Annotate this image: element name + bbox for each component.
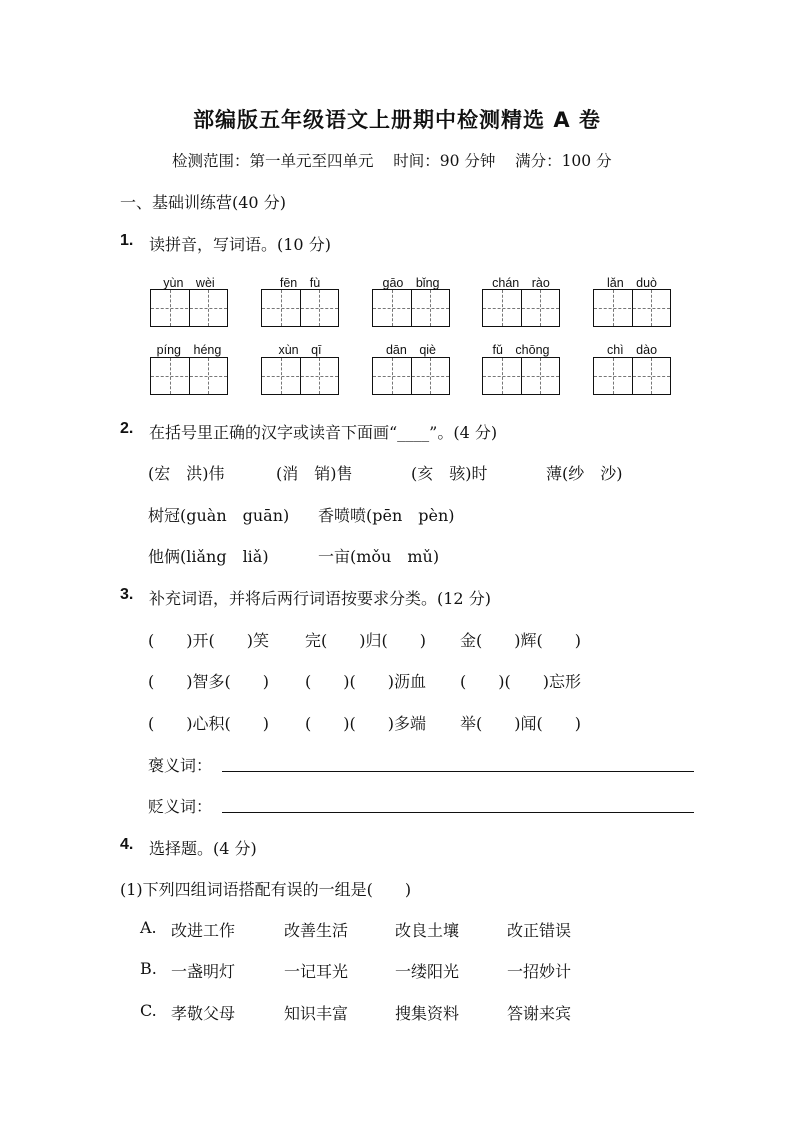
idiom-blank[interactable]: ( )( )多端 xyxy=(305,714,426,733)
positive-words-answer-line[interactable] xyxy=(222,771,694,772)
character-writing-grid[interactable] xyxy=(482,289,560,327)
character-writing-grid[interactable] xyxy=(150,289,228,327)
option-letter[interactable]: C. xyxy=(140,1001,157,1020)
choice-item[interactable]: 一亩(mǒu mǔ) xyxy=(318,547,440,566)
choice-item[interactable]: 他俩(liǎng liǎ) xyxy=(148,547,269,566)
option-item: 一招妙计 xyxy=(507,962,572,981)
negative-words-answer-line[interactable] xyxy=(222,812,694,813)
pinyin-label: dān qiè xyxy=(385,343,437,357)
question-text: 读拼音，写词语。(10 分) xyxy=(149,235,331,254)
idiom-blank[interactable]: ( )( )忘形 xyxy=(460,672,581,691)
pinyin-label: píng héng xyxy=(156,343,222,357)
choice-item[interactable]: (宏 洪)伟 xyxy=(148,464,225,483)
character-writing-grid[interactable] xyxy=(261,357,339,395)
pinyin-label: xùn qī xyxy=(278,343,322,357)
page-title: 部编版五年级语文上册期中检测精选 A 卷 xyxy=(193,108,601,132)
choice-item[interactable]: (消 销)售 xyxy=(276,464,353,483)
character-writing-grid[interactable] xyxy=(261,289,339,327)
choice-item[interactable]: 树冠(guàn guān) xyxy=(148,506,290,525)
option-item: 一记耳光 xyxy=(284,962,349,981)
pinyin-label: chán rào xyxy=(492,276,550,290)
character-writing-grid[interactable] xyxy=(593,357,671,395)
pinyin-label: yùn wèi xyxy=(163,276,215,290)
question-text: 在括号里正确的汉字或读音下面画“____”。(4 分) xyxy=(149,423,498,442)
question-text: 补充词语，并将后两行词语按要求分类。(12 分) xyxy=(149,589,491,608)
question-number: 1. xyxy=(120,232,134,249)
question-number: 3. xyxy=(120,586,134,603)
option-letter[interactable]: B. xyxy=(140,959,157,978)
option-item: 改善生活 xyxy=(284,921,349,940)
character-writing-grid[interactable] xyxy=(372,357,450,395)
positive-words-label: 褒义词： xyxy=(148,756,213,775)
pinyin-label: gāo bǐng xyxy=(382,276,440,290)
character-writing-grid[interactable] xyxy=(593,289,671,327)
pinyin-label: chì dào xyxy=(606,343,658,357)
option-item: 改良土壤 xyxy=(395,921,460,940)
idiom-blank[interactable]: ( )心积( ) xyxy=(148,714,269,733)
idiom-blank[interactable]: ( )智多( ) xyxy=(148,672,269,691)
question-number: 4. xyxy=(120,836,134,853)
choice-item[interactable]: 薄(纱 沙) xyxy=(546,464,623,483)
option-letter[interactable]: A. xyxy=(140,918,157,937)
question-number: 2. xyxy=(120,420,134,437)
option-item: 孝敬父母 xyxy=(171,1004,236,1023)
section-heading: 一、基础训练营(40 分) xyxy=(120,193,286,212)
idiom-blank[interactable]: 完( )归( ) xyxy=(305,631,426,650)
option-item: 知识丰富 xyxy=(284,1004,349,1023)
idiom-blank[interactable]: 举( )闻( ) xyxy=(460,714,581,733)
choice-item[interactable]: 香喷喷(pēn pèn) xyxy=(318,506,455,525)
choice-item[interactable]: (亥 骇)时 xyxy=(411,464,488,483)
character-writing-grid[interactable] xyxy=(150,357,228,395)
option-item: 改正错误 xyxy=(507,921,572,940)
option-item: 搜集资料 xyxy=(395,1004,460,1023)
exam-info: 检测范围：第一单元至四单元 时间：90 分钟 满分：100 分 xyxy=(172,152,612,170)
option-item: 改进工作 xyxy=(171,921,236,940)
option-item: 一缕阳光 xyxy=(395,962,460,981)
pinyin-label: lǎn duò xyxy=(606,276,658,290)
sub-question: (1)下列四组词语搭配有误的一组是( ) xyxy=(120,880,412,899)
negative-words-label: 贬义词： xyxy=(148,797,213,816)
question-text: 选择题。(4 分) xyxy=(149,839,257,858)
idiom-blank[interactable]: ( )( )沥血 xyxy=(305,672,426,691)
character-writing-grid[interactable] xyxy=(372,289,450,327)
idiom-blank[interactable]: ( )开( )笑 xyxy=(148,631,269,650)
option-item: 一盏明灯 xyxy=(171,962,236,981)
option-item: 答谢来宾 xyxy=(507,1004,572,1023)
character-writing-grid[interactable] xyxy=(482,357,560,395)
idiom-blank[interactable]: 金( )辉( ) xyxy=(460,631,581,650)
pinyin-label: fēn fù xyxy=(279,276,321,290)
pinyin-label: fǔ chōng xyxy=(492,343,550,357)
